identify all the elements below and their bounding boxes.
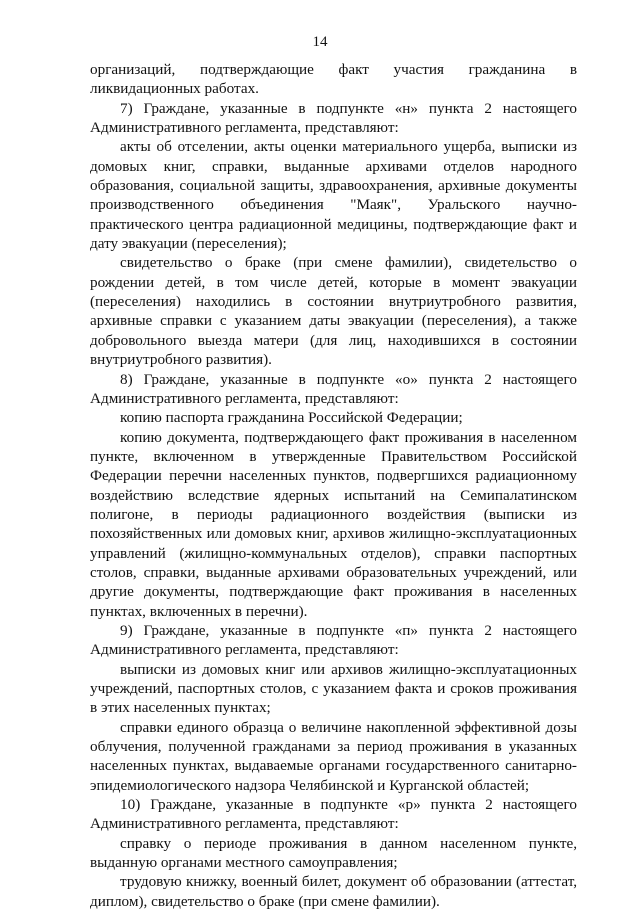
paragraph-continuation: организаций, подтверждающие факт участия гражданина в ликвидационных работах. <box>90 61 577 98</box>
paragraph-item-7-docs-2: свидетельство о браке (при смене фамилии), свидетельство о рождении детей, в том числе детей, которые в момент эвакуации (переселения) находились в состоянии внутриутробного развития, архивные справки с указанием даты эвакуации (переселения), а также добровольного выезда матери (для лиц, находившихся в состоянии внутриутробного развития). <box>90 254 577 369</box>
paragraph-item-10-docs-2: трудовую книжку, военный билет, документ об образовании (аттестат, диплом), свидетельство о браке (при смене фамилии). <box>90 873 577 910</box>
paragraph-item-9-docs-1: выписки из домовых книг или архивов жилищно-эксплуатационных учреждений, паспортных столов, с указанием факта и сроков проживания в этих населенных пунктах; <box>90 660 577 717</box>
page-number: 14 <box>312 34 328 50</box>
paragraph-item-10-heading: 10) Граждане, указанные в подпункте «р» пункта 2 настоящего Административного регламента, представляют: <box>90 796 577 833</box>
paragraph-item-8-heading: 8) Граждане, указанные в подпункте «о» пункта 2 настоящего Административного регламента, представляют: <box>90 370 577 407</box>
document-body <box>90 60 577 911</box>
paragraph-item-7-heading: 7) Граждане, указанные в подпункте «н» пункта 2 настоящего Административного регламента, представляют: <box>90 99 577 137</box>
paragraph-item-9-docs-2: справки единого образца о величине накопленной эффективной дозы облучения, полученной гражданами за период проживания в указанных населенных пунктах, выдаваемые органами государственного санитарно-эпидемиологического надзора Челябинской и Курганской областей; <box>90 718 577 794</box>
paragraph-item-10-docs-1: справку о периоде проживания в данном населенном пункте, выданную органами местного самоуправления; <box>90 834 577 872</box>
paragraph-item-8-docs-2: копию документа, подтверждающего факт проживания в населенном пункте, включенном в утвержденные Правительством Российской Федерации перечни населенных пунктов, подвергшихся радиационному воздействию вследствие ядерных испытаний на Семипалатинском полигоне, в периоды радиационного воздействия (выписки из похозяйственных или домовых книг, архивов жилищно-эксплуатационных управлений (жилищно-коммунальных отделов), справки паспортных столов, справки, выданные архивами образовательных учреждений, или другие документы, подтверждающие факт проживания в населенных пунктах, включенных в перечни). <box>90 428 577 620</box>
paragraph-item-8-docs-1: копию паспорта гражданина Российской Федерации; <box>120 409 463 427</box>
paragraph-item-7-docs-1: акты об отселении, акты оценки материального ущерба, выписки из домовых книг, справки, выданные архивами отделов народного образования, социальной защиты, здравоохранения, архивные документы производственного объединения "Маяк", Уральского научно-практического центра радиационной медицины, подтверждающие факт и дату эвакуации (переселения); <box>90 138 577 253</box>
paragraph-item-9-heading: 9) Граждане, указанные в подпункте «п» пункта 2 настоящего Административного регламента, представляют: <box>90 621 577 659</box>
